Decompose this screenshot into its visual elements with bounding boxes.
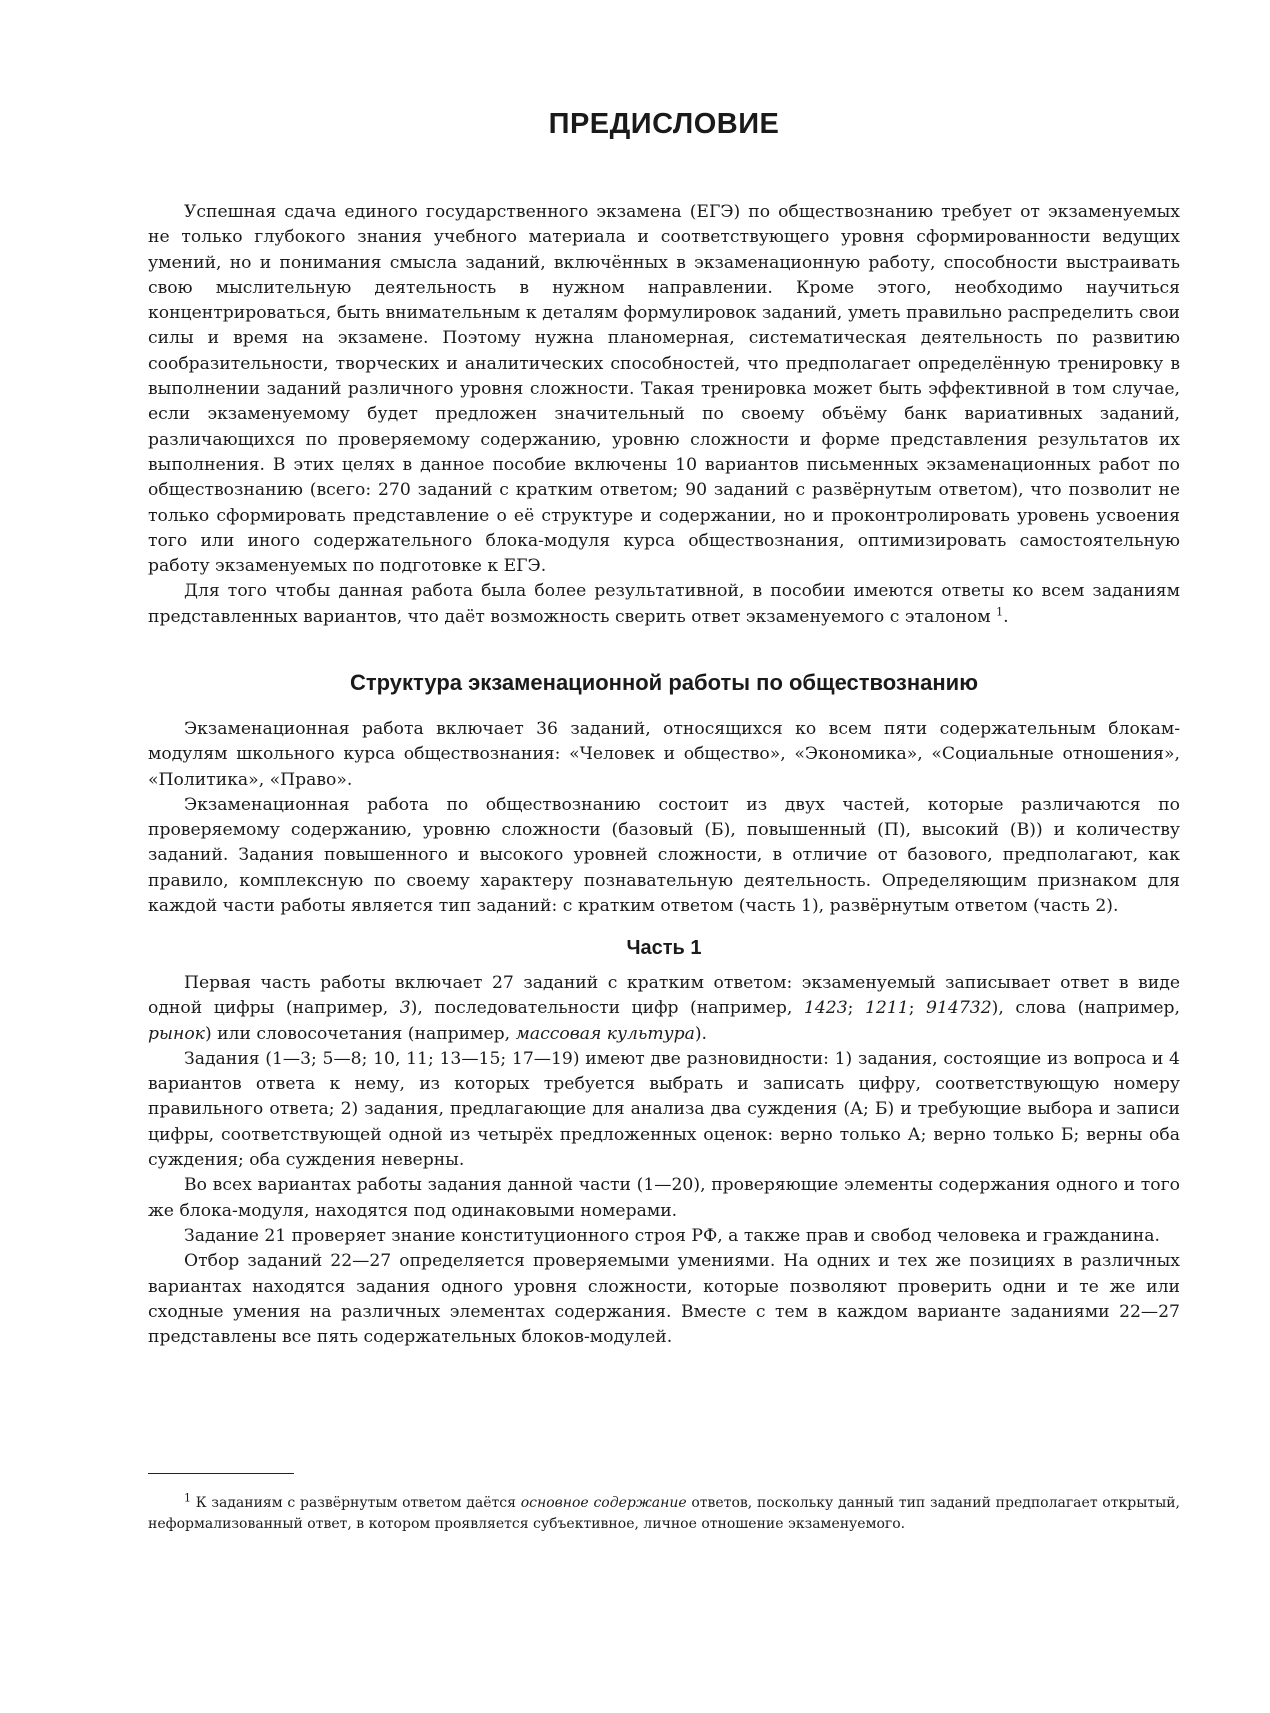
example-word: рынок <box>148 1023 205 1044</box>
footnote <box>148 1493 1180 1535</box>
intro-section <box>148 200 1180 630</box>
footnote-emphasis: основное содержание <box>520 1495 687 1511</box>
intro-paragraph-1: Успешная сдача единого государственного экзамена (ЕГЭ) по обществознанию требует от экзаменуемых не только глубокого знания учебного материала и соответствующего уровня сформированности ведущих умений, но и понимания смысла заданий, включённых в экзаменационную работу, способности выстраивать свою мыслительную деятельность в нужном направлении. Кроме этого, необходимо научиться концентрироваться, быть внимательным к деталям формулировок заданий, уметь правильно распределить свои силы и время на экзамене. Поэтому нужна планомерная, систематическая деятельность по развитию сообразительности, творческих и аналитических способностей, что предполагает определённую тренировку в выполнении заданий различного уровня сложности. Такая тренировка может быть эффективной в том случае, если экзаменуемому будет предложен значительный по своему объёму банк вариативных заданий, различающихся по проверяемому содержанию, уровню сложности и форме представления результатов их выполнения. В этих целях в данное пособие включены 10 вариантов письменных экзаменационных работ по обществознанию (всего: 270 заданий с кратким ответом; 90 заданий с развёрнутым ответом), что позволит не только сформировать представление о её структуре и содержании, но и проконтролировать уровень усвоения того или иного содержательного блока-модуля курса обществознания, оптимизировать самостоятельную работу экзаменуемых по подготовке к ЕГЭ. <box>148 202 1180 577</box>
part1-paragraph-5: Отбор заданий 22—27 определяется проверяемыми умениями. На одних и тех же позициях в различных вариантах находятся задания одного уровня сложности, которые позволяют проверить одни и те же или сходные умения на различных элементах содержания. Вместе с тем в каждом варианте заданиями 22—27 представлены все пять содержательных блоков-модулей. <box>148 1251 1180 1348</box>
separator: ; <box>908 998 927 1019</box>
part1-p1-text-a: Первая часть работы включает 27 заданий с кратким ответом: экзаменуемый записывает ответ в виде одной цифры (например, <box>148 973 1180 1019</box>
intro-paragraph-2-end: . <box>1003 606 1009 627</box>
example-phrase: массовая культура <box>515 1023 695 1044</box>
footnote-text-a: К заданиям с развёрнутым ответом даётся <box>191 1495 521 1511</box>
intro-paragraph-2-text: Для того чтобы данная работа была более результативной, в пособии имеются ответы ко всем заданиям представленных вариантов, что даёт возможность сверить ответ экзаменуемого с эталоном <box>148 581 1180 627</box>
example-sequence-3: 914732 <box>926 998 992 1019</box>
structure-heading: Структура экзаменационной работы по обществознанию <box>350 670 978 695</box>
part1-p1-text-e: ). <box>694 1023 708 1044</box>
separator: ; <box>847 998 865 1019</box>
part1-section <box>148 971 1180 1350</box>
structure-section <box>148 717 1180 919</box>
example-sequence-2: 1211 <box>864 998 909 1019</box>
part1-heading: Часть 1 <box>626 937 702 959</box>
example-sequence-1: 1423 <box>803 998 848 1019</box>
part1-p1-text-b: ), последовательности цифр (например, <box>410 998 804 1019</box>
footnote-text-b: ответов, поскольку данный тип заданий предполагает открытый, неформализованный ответ, в котором проявляется субъективное, личное отношение экзаменуемого. <box>148 1495 1180 1532</box>
footnote-mark: 1 <box>184 1491 191 1505</box>
page-title: ПРЕДИСЛОВИЕ <box>548 108 780 140</box>
structure-paragraph-1: Экзаменационная работа включает 36 заданий, относящихся ко всем пяти содержательным блокам-модулям школьного курса обществознания: «Человек и общество», «Экономика», «Социальные отношения», «Политика», «Право». <box>148 719 1180 790</box>
part1-paragraph-1 <box>148 971 1180 1047</box>
part1-paragraph-4: Задание 21 проверяет знание конституционного строя РФ, а также прав и свобод человека и гражданина. <box>184 1225 1160 1246</box>
part1-paragraph-2: Задания (1—3; 5—8; 10, 11; 13—15; 17—19) имеют две разновидности: 1) задания, состоящие из вопроса и 4 вариантов ответа к нему, из которых требуется выбрать и записать цифру, соответствующую номеру правильного ответа; 2) задания, предлагающие для анализа два суждения (А; Б) и требующие выбора и записи цифры, соответствующей одной из четырёх предложенных оценок: верно только А; верно только Б; верны оба суждения; оба суждения неверны. <box>148 1048 1180 1171</box>
part1-paragraph-3: Во всех вариантах работы задания данной части (1—20), проверяющие элементы содержания одного и того же блока-модуля, находятся под одинаковыми номерами. <box>148 1175 1180 1221</box>
structure-paragraph-2: Экзаменационная работа по обществознанию состоит из двух частей, которые различаются по проверяемому содержанию, уровню сложности (базовый (Б), повышенный (П), высокий (В)) и количеству заданий. Задания повышенного и высокого уровней сложности, в отличие от базового, предполагают, как правило, комплексную по своему характеру познавательную деятельность. Определяющим признаком для каждой части работы является тип заданий: с кратким ответом (часть 1), развёрнутым ответом (часть 2). <box>148 794 1180 917</box>
part1-p1-text-c: ), слова (например, <box>991 998 1180 1019</box>
example-digit: 3 <box>399 998 411 1019</box>
intro-paragraph-2 <box>148 579 1180 630</box>
footnote-ref: 1 <box>996 605 1004 619</box>
footnote-divider <box>148 1473 294 1474</box>
part1-p1-text-d: ) или словосочетания (например, <box>204 1023 516 1044</box>
